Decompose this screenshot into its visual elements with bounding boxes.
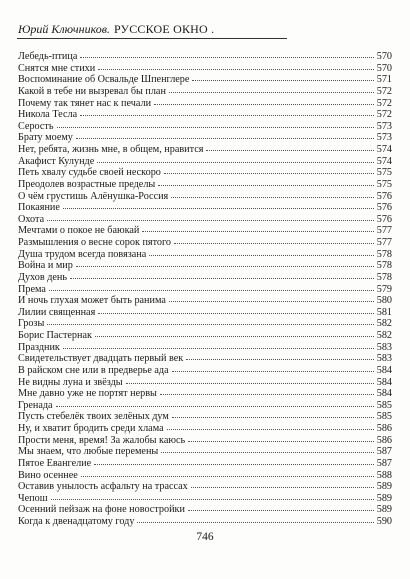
toc-entry-title: В райском сне или в предверье ада bbox=[18, 364, 169, 376]
header-author: Юрий Ключников. bbox=[18, 22, 110, 36]
toc-entry-title: Пятое Евангелие bbox=[18, 457, 92, 469]
toc-entry-title: О чём грустишь Алёнушка-Россия bbox=[18, 190, 169, 202]
toc-entry-title: Война и мир bbox=[18, 260, 73, 272]
dot-leader bbox=[142, 231, 374, 232]
dot-leader bbox=[95, 336, 374, 337]
toc-entry bbox=[18, 156, 392, 168]
toc-entry-page: 577 bbox=[376, 237, 392, 248]
dot-leader bbox=[164, 173, 374, 174]
toc-entry bbox=[18, 249, 392, 261]
toc-entry-page: 575 bbox=[376, 167, 392, 179]
toc-entry-page: 584 bbox=[376, 364, 392, 376]
toc-entry bbox=[18, 74, 392, 86]
dot-leader bbox=[171, 197, 374, 198]
running-header bbox=[18, 22, 214, 37]
toc-entry bbox=[18, 237, 392, 249]
toc-entry bbox=[18, 121, 392, 133]
dot-leader bbox=[158, 185, 374, 186]
dot-leader bbox=[172, 417, 374, 418]
toc-entry-page: 572 bbox=[376, 109, 392, 121]
toc-entry bbox=[18, 191, 392, 203]
toc-entry-title: Никола Тесла bbox=[18, 109, 78, 121]
toc-entry-page: 586 bbox=[376, 434, 392, 446]
toc-entry-title: Размышления о весне сорок пятого bbox=[18, 237, 172, 248]
toc-entry bbox=[18, 284, 392, 296]
dot-leader bbox=[47, 324, 374, 325]
toc-entry bbox=[18, 51, 392, 63]
toc-entry bbox=[18, 144, 392, 156]
toc-entry-page: 577 bbox=[376, 225, 392, 237]
toc-entry-page: 589 bbox=[376, 492, 392, 504]
dot-leader bbox=[188, 441, 374, 442]
toc-entry-page: 570 bbox=[376, 51, 392, 62]
dot-leader bbox=[172, 371, 374, 372]
toc-entry bbox=[18, 295, 392, 307]
dot-leader bbox=[161, 452, 374, 453]
toc-entry bbox=[18, 377, 392, 389]
dot-leader bbox=[169, 92, 374, 93]
toc-entry-title: Борис Пастернак bbox=[18, 330, 92, 341]
dot-leader bbox=[188, 510, 374, 511]
toc-entry bbox=[18, 435, 392, 447]
toc-entry bbox=[18, 504, 392, 516]
toc-entry-page: 585 bbox=[376, 411, 392, 423]
toc-entry bbox=[18, 470, 392, 482]
toc-entry bbox=[18, 388, 392, 400]
toc-entry bbox=[18, 214, 392, 226]
toc-entry-title: Брату моему bbox=[18, 132, 73, 144]
toc-entry bbox=[18, 481, 392, 493]
toc-entry bbox=[18, 86, 392, 98]
toc-entry bbox=[18, 446, 392, 458]
toc-entry-page: 589 bbox=[376, 504, 392, 516]
toc-entry-title: Грозы bbox=[18, 318, 45, 330]
toc-entry bbox=[18, 202, 392, 214]
toc-entry-title: Праздник bbox=[18, 341, 60, 353]
dot-leader bbox=[192, 80, 374, 81]
header-rule bbox=[17, 38, 287, 39]
dot-leader bbox=[49, 290, 374, 291]
toc-entry-page: 587 bbox=[376, 446, 392, 458]
toc-entry-title: Не видны луна и звёзды bbox=[18, 376, 123, 388]
toc-entry-title: Нет, ребята, жизнь мне, в общем, нравится bbox=[18, 144, 204, 155]
toc-entry-title: Прости меня, время! За жалобы каюсь bbox=[18, 434, 186, 446]
toc-entry bbox=[18, 458, 392, 470]
toc-entry-title: Према bbox=[18, 283, 46, 295]
toc-entry bbox=[18, 225, 392, 237]
toc-entry-page: 574 bbox=[376, 144, 392, 155]
dot-leader bbox=[126, 383, 374, 384]
toc-entry-title: Осенний пейзаж на фоне новостройки bbox=[18, 504, 185, 516]
dot-leader bbox=[191, 487, 374, 488]
toc-entry bbox=[18, 179, 392, 191]
dot-leader bbox=[154, 104, 374, 105]
toc-entry-title: И ночь глухая может быть ранима bbox=[18, 295, 166, 307]
dot-leader bbox=[206, 150, 374, 151]
table-of-contents bbox=[18, 51, 392, 528]
toc-entry bbox=[18, 493, 392, 505]
toc-entry-page: 590 bbox=[376, 516, 392, 527]
toc-entry bbox=[18, 307, 392, 319]
dot-leader bbox=[47, 220, 374, 221]
toc-entry bbox=[18, 109, 392, 121]
toc-entry-page: 582 bbox=[376, 318, 392, 330]
dot-leader bbox=[97, 162, 374, 163]
toc-entry bbox=[18, 330, 392, 342]
dot-leader bbox=[167, 429, 374, 430]
toc-entry-title: Гренада bbox=[18, 399, 53, 411]
dot-leader bbox=[169, 301, 374, 302]
toc-entry bbox=[18, 63, 392, 75]
toc-entry-page: 588 bbox=[376, 469, 392, 481]
toc-entry-page: 585 bbox=[376, 399, 392, 411]
dot-leader bbox=[70, 278, 374, 279]
toc-entry-page: 582 bbox=[376, 330, 392, 341]
toc-entry-title: Пусть стебелёк твоих зелёных дум bbox=[18, 411, 169, 423]
toc-entry-page: 573 bbox=[376, 120, 392, 132]
toc-entry-page: 580 bbox=[376, 295, 392, 307]
toc-entry bbox=[18, 318, 392, 330]
dot-leader bbox=[137, 522, 374, 523]
toc-entry bbox=[18, 516, 392, 528]
toc-entry-page: 589 bbox=[376, 481, 392, 493]
toc-entry-page: 571 bbox=[376, 74, 392, 86]
toc-entry-title: Покаяние bbox=[18, 202, 60, 214]
toc-entry bbox=[18, 365, 392, 377]
toc-entry-page: 584 bbox=[376, 388, 392, 400]
toc-entry-page: 583 bbox=[376, 341, 392, 353]
toc-entry-title: Духов день bbox=[18, 271, 68, 283]
dot-leader bbox=[80, 115, 374, 116]
toc-entry-page: 583 bbox=[376, 353, 392, 365]
toc-entry-page: 572 bbox=[376, 97, 392, 109]
toc-entry-page: 573 bbox=[376, 132, 392, 144]
toc-entry-title: Вино осеннее bbox=[18, 469, 78, 481]
toc-entry-title: Чепош bbox=[18, 492, 48, 504]
dot-leader bbox=[81, 476, 374, 477]
toc-entry-title: Ну, и хватит бродить среди хлама bbox=[18, 423, 164, 434]
toc-entry-title: Мечтами о покое не баюкай bbox=[18, 225, 140, 237]
dot-leader bbox=[63, 348, 374, 349]
header-book-title: РУССКОЕ ОКНО . bbox=[113, 22, 215, 36]
toc-entry-title: Лебедь-птица bbox=[18, 51, 78, 62]
toc-entry-title: Свидетельствует двадцать первый век bbox=[18, 353, 184, 365]
toc-entry-title: Снятся мне стихи bbox=[18, 62, 96, 74]
toc-entry-title: Воспоминание об Освальде Шпенглере bbox=[18, 74, 190, 86]
toc-entry-page: 570 bbox=[376, 62, 392, 74]
toc-entry bbox=[18, 167, 392, 179]
toc-entry-page: 578 bbox=[376, 271, 392, 283]
toc-entry-title: Мы знаем, что любые перемены bbox=[18, 446, 159, 458]
toc-entry-page: 578 bbox=[376, 248, 392, 260]
dot-leader bbox=[51, 499, 374, 500]
toc-entry-page: 576 bbox=[376, 213, 392, 225]
toc-entry-title: Почему так тянет нас к печали bbox=[18, 97, 152, 109]
dot-leader bbox=[80, 57, 374, 58]
toc-entry bbox=[18, 132, 392, 144]
toc-entry-page: 581 bbox=[376, 306, 392, 318]
toc-entry-title: Душа трудом всегда повязана bbox=[18, 248, 147, 260]
dot-leader bbox=[56, 406, 374, 407]
dot-leader bbox=[63, 208, 374, 209]
toc-entry bbox=[18, 272, 392, 284]
toc-entry-title: Преодолев возрастные пределы bbox=[18, 178, 156, 190]
toc-entry-title: Оставив унылость асфальту на трассах bbox=[18, 481, 188, 493]
toc-entry bbox=[18, 260, 392, 272]
dot-leader bbox=[98, 313, 374, 314]
toc-entry bbox=[18, 423, 392, 435]
toc-entry bbox=[18, 411, 392, 423]
dot-leader bbox=[160, 394, 374, 395]
toc-entry-title: Лилии священная bbox=[18, 306, 96, 318]
toc-entry-title: Когда к двенадцатому году bbox=[18, 516, 135, 527]
toc-entry-page: 586 bbox=[376, 423, 392, 434]
toc-entry-page: 574 bbox=[376, 155, 392, 167]
toc-entry-page: 587 bbox=[376, 457, 392, 469]
dot-leader bbox=[76, 266, 374, 267]
toc-entry bbox=[18, 400, 392, 412]
page-number: 746 bbox=[196, 531, 214, 543]
dot-leader bbox=[174, 243, 374, 244]
toc-entry-page: 576 bbox=[376, 202, 392, 214]
toc-entry bbox=[18, 98, 392, 110]
dot-leader bbox=[186, 359, 374, 360]
toc-entry-title: Мне давно уже не портят нервы bbox=[18, 388, 157, 400]
dot-leader bbox=[149, 255, 374, 256]
toc-entry-title: Акафист Кулунде bbox=[18, 155, 95, 167]
toc-entry bbox=[18, 342, 392, 354]
dot-leader bbox=[76, 138, 374, 139]
toc-entry-page: 575 bbox=[376, 178, 392, 190]
toc-entry-title: Какой в тебе ни вызревал бы план bbox=[18, 85, 166, 97]
toc-entry-page: 578 bbox=[376, 260, 392, 272]
toc-entry-page: 584 bbox=[376, 376, 392, 388]
dot-leader bbox=[98, 69, 374, 70]
toc-entry-page: 576 bbox=[376, 190, 392, 202]
dot-leader bbox=[57, 127, 374, 128]
toc-entry-page: 579 bbox=[376, 283, 392, 295]
dot-leader bbox=[94, 464, 374, 465]
toc-entry bbox=[18, 353, 392, 365]
toc-entry-title: Охота bbox=[18, 213, 45, 225]
toc-entry-title: Серость bbox=[18, 120, 54, 132]
toc-entry-page: 572 bbox=[376, 85, 392, 97]
toc-entry-title: Петь хвалу судьбе своей нескоро bbox=[18, 167, 161, 179]
